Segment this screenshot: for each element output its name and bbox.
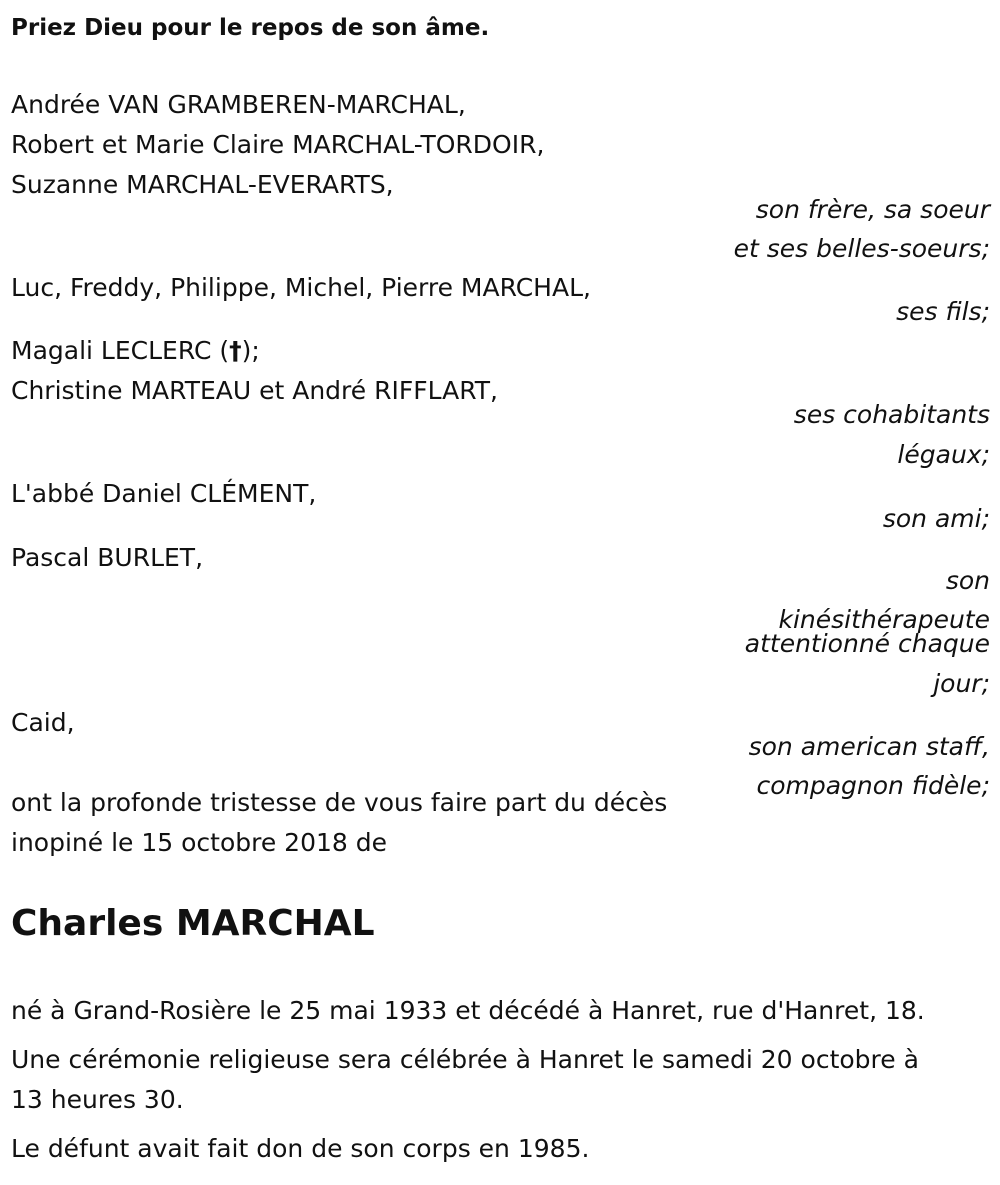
announcement-line: ont la profonde tristesse de vous faire part du décès [11, 788, 668, 817]
family-line: Andrée VAN GRAMBEREN-MARCHAL, [11, 90, 466, 119]
sons-line: Luc, Freddy, Philippe, Michel, Pierre MARCHAL, [11, 273, 591, 302]
announcement-line: inopiné le 15 octobre 2018 de [11, 828, 387, 857]
kine-line: Pascal BURLET, [11, 543, 204, 572]
ceremony-line: Une cérémonie religieuse sera célébrée à Hanret le samedi 20 octobre à [11, 1045, 919, 1074]
deceased-name: Charles MARCHAL [11, 903, 375, 944]
family-line: Robert et Marie Claire MARCHAL-TORDOIR, [11, 130, 545, 159]
birth-death-line: né à Grand-Rosière le 25 mai 1933 et décédé à Hanret, rue d'Hanret, 18. [11, 996, 925, 1025]
donation-line: Le défunt avait fait don de son corps en 1985. [11, 1134, 590, 1163]
relation-label: attentionné chaque [744, 629, 990, 658]
friend-line: L'abbé Daniel CLÉMENT, [11, 479, 317, 508]
relation-label: et ses belles-soeurs; [733, 234, 990, 263]
relation-label: compagnon fidèle; [756, 771, 990, 800]
relation-label: ses fils; [896, 297, 990, 326]
partner-line: Magali LECLERC (†); [11, 336, 260, 365]
relation-label: ses cohabitants [793, 400, 990, 429]
cross-icon: † [229, 336, 242, 365]
relation-label: son frère, sa soeur [755, 195, 990, 224]
partner-line: Christine MARTEAU et André RIFFLART, [11, 376, 498, 405]
family-line: Suzanne MARCHAL-EVERARTS, [11, 170, 394, 199]
relation-label: son ami; [882, 504, 990, 533]
relation-label: son [945, 566, 990, 595]
relation-label: légaux; [897, 440, 990, 469]
relation-label: kinésithérapeute [778, 605, 990, 634]
relation-label: son american staff, [748, 732, 990, 761]
relation-label: jour; [933, 669, 990, 698]
ceremony-line: 13 heures 30. [11, 1085, 184, 1114]
dog-line: Caid, [11, 708, 75, 737]
opening-prayer: Priez Dieu pour le repos de son âme. [11, 15, 490, 41]
